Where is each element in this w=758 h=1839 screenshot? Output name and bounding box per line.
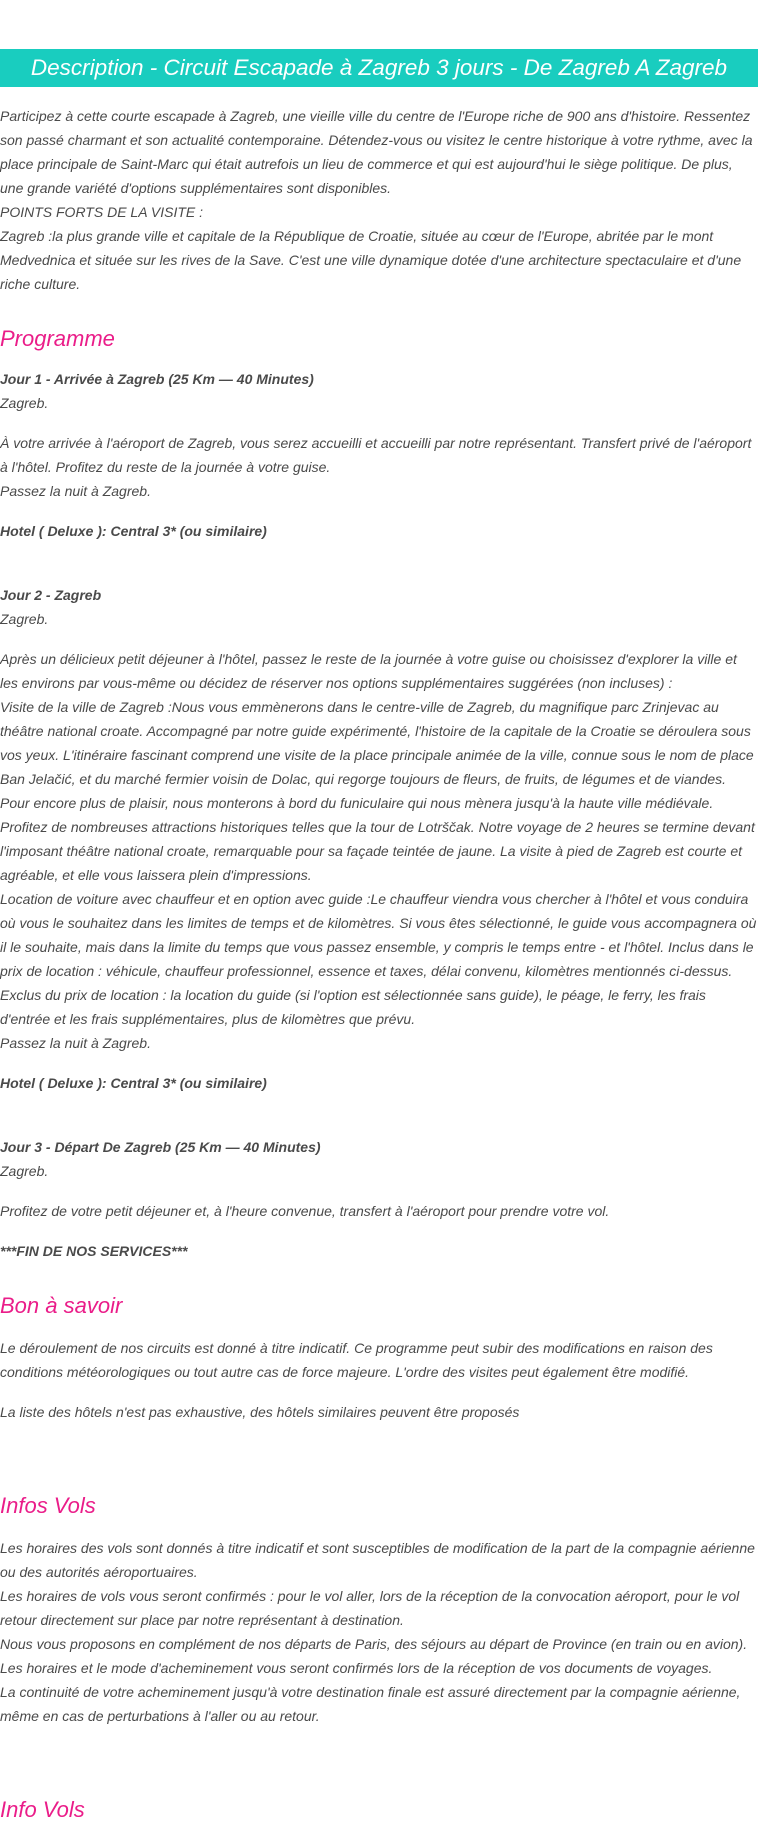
day1-hotel: Hotel ( Deluxe ): Central 3* (ou similaire) <box>0 523 267 539</box>
day1-city: Zagreb. <box>0 395 49 411</box>
highlights-zagreb: Zagreb :la plus grande ville et capitale de la République de Croatie, située au cœur de l'Europe, abritée par le mont Medvednica et située sur les rives de la Save. C'est une ville dynamique dotée d'une architecture spectaculaire et d'une riche culture. <box>0 228 742 292</box>
programme-heading: Programme <box>0 326 115 351</box>
infos-vols-line-4: Les horaires et le mode d'acheminement vous seront confirmés lors de la réception de vos documents de voyages. <box>0 1660 713 1676</box>
day3-title: Jour 3 - Départ De Zagreb (25 Km — 40 Minutes) <box>0 1139 321 1155</box>
day2-title: Jour 2 - Zagreb <box>0 587 102 603</box>
bon-a-savoir-paragraph-2: La liste des hôtels n'est pas exhaustive, des hôtels similaires peuvent être proposés <box>0 1404 520 1420</box>
bon-a-savoir-paragraph-1: Le déroulement de nos circuits est donné à titre indicatif. Ce programme peut subir des modifications en raison des conditions météorologiques ou tout autre cas de force majeure. L'ordre des visites peut également être modifié. <box>0 1340 713 1380</box>
day1-title: Jour 1 - Arrivée à Zagreb (25 Km — 40 Minutes) <box>0 371 314 387</box>
infos-vols-line-2: Les horaires de vols vous seront confirmés : pour le vol aller, lors de la réception de la convocation aéroport, pour le vol retour directement sur place par notre représentant à destination. <box>0 1588 740 1628</box>
day2-city: Zagreb. <box>0 611 49 627</box>
infos-vols-heading: Infos Vols <box>0 1493 96 1518</box>
infos-vols-line-1: Les horaires des vols sont donnés à titre indicatif et sont susceptibles de modification de la part de la compagnie aérienne ou des autorités aéroportuaires. <box>0 1540 755 1580</box>
day3-description: Profitez de votre petit déjeuner et, à l'heure convenue, transfert à l'aéroport pour prendre votre vol. <box>0 1203 610 1219</box>
day2-hotel: Hotel ( Deluxe ): Central 3* (ou similaire) <box>0 1075 267 1091</box>
day2-car-rental: Location de voiture avec chauffeur et en option avec guide :Le chauffeur viendra vous chercher à l'hôtel et vous conduira où vous le souhaitez dans les limites de temps et de kilomètres. Si vous êtes sélectionné, le guide vous accompagnera où il le souhaite, mais dans la limite du temps que vous passez ensemble, y compris le temps entre - et l'hôtel. Inclus dans le prix de location : véhicule, chauffeur professionnel, essence et taxes, délai convenu, kilomètres mentionnés ci-dessus. Exclus du prix de location : la location du guide (si l'option est sélectionnée sans guide), le péage, le ferry, les frais d'entrée et les frais supplémentaires, plus de kilomètres que prévu. <box>0 891 757 1027</box>
day2-city-tour: Visite de la ville de Zagreb :Nous vous emmènerons dans le centre-ville de Zagreb, du magnifique parc Zrinjevac au théâtre national croate. Accompagné par notre guide expérimenté, l'histoire de la capitale de la Croatie se déroulera sous vos yeux. L'itinéraire fascinant comprend une visite de la place principale animée de la ville, connue sous le nom de place Ban Jelačić, et du marché fermier voisin de Dolac, qui regorge toujours de fleurs, de fruits, de légumes et de viandes. Pour encore plus de plaisir, nous monterons à bord du funiculaire qui nous mènera jusqu'à la haute ville médiévale. Profitez de nombreuses attractions historiques telles que la tour de Lotrščak. Notre voyage de 2 heures se termine devant l'imposant théâtre national croate, remarquable pour sa façade teintée de jaune. La visite à pied de Zagreb est courte et agréable, et elle vous laissera plein d'impressions. <box>0 699 755 883</box>
day1-night: Passez la nuit à Zagreb. <box>0 483 151 499</box>
info-vols-heading: Info Vols <box>0 1797 85 1822</box>
day1-description: À votre arrivée à l'aéroport de Zagreb, vous serez accueilli et accueilli par notre représentant. Transfert privé de l'aéroport à l'hôtel. Profitez du reste de la journée à votre guise. <box>0 435 752 475</box>
day2-night: Passez la nuit à Zagreb. <box>0 1035 151 1051</box>
highlights-label: POINTS FORTS DE LA VISITE : <box>0 204 204 220</box>
bon-a-savoir-heading: Bon à savoir <box>0 1293 123 1318</box>
page-title: Description - Circuit Escapade à Zagreb 3 jours - De Zagreb A Zagreb <box>0 49 758 87</box>
infos-vols-line-3: Nous vous proposons en complément de nos départs de Paris, des séjours au départ de Province (en train ou en avion). <box>0 1636 748 1652</box>
infos-vols-line-5: La continuité de votre acheminement jusqu'à votre destination finale est assuré directement par la compagnie aérienne, même en cas de perturbations à l'aller ou au retour. <box>0 1684 741 1724</box>
day3-city: Zagreb. <box>0 1163 49 1179</box>
end-of-services: ***FIN DE NOS SERVICES*** <box>0 1243 188 1259</box>
intro-paragraph: Participez à cette courte escapade à Zagreb, une vieille ville du centre de l'Europe riche de 900 ans d'histoire. Ressentez son passé charmant et son actualité contemporaine. Détendez-vous ou visitez le centre historique à votre rythme, avec la place principale de Saint-Marc qui était autrefois un lieu de commerce et qui est aujourd'hui le siège politique. De plus, une grande variété d'options supplémentaires sont disponibles. <box>0 108 753 196</box>
day2-description-intro: Après un délicieux petit déjeuner à l'hôtel, passez le reste de la journée à votre guise ou choisissez d'explorer la ville et les environs par vous-même ou décidez de réserver nos options supplémentaires suggérées (non incluses) : <box>0 651 737 691</box>
